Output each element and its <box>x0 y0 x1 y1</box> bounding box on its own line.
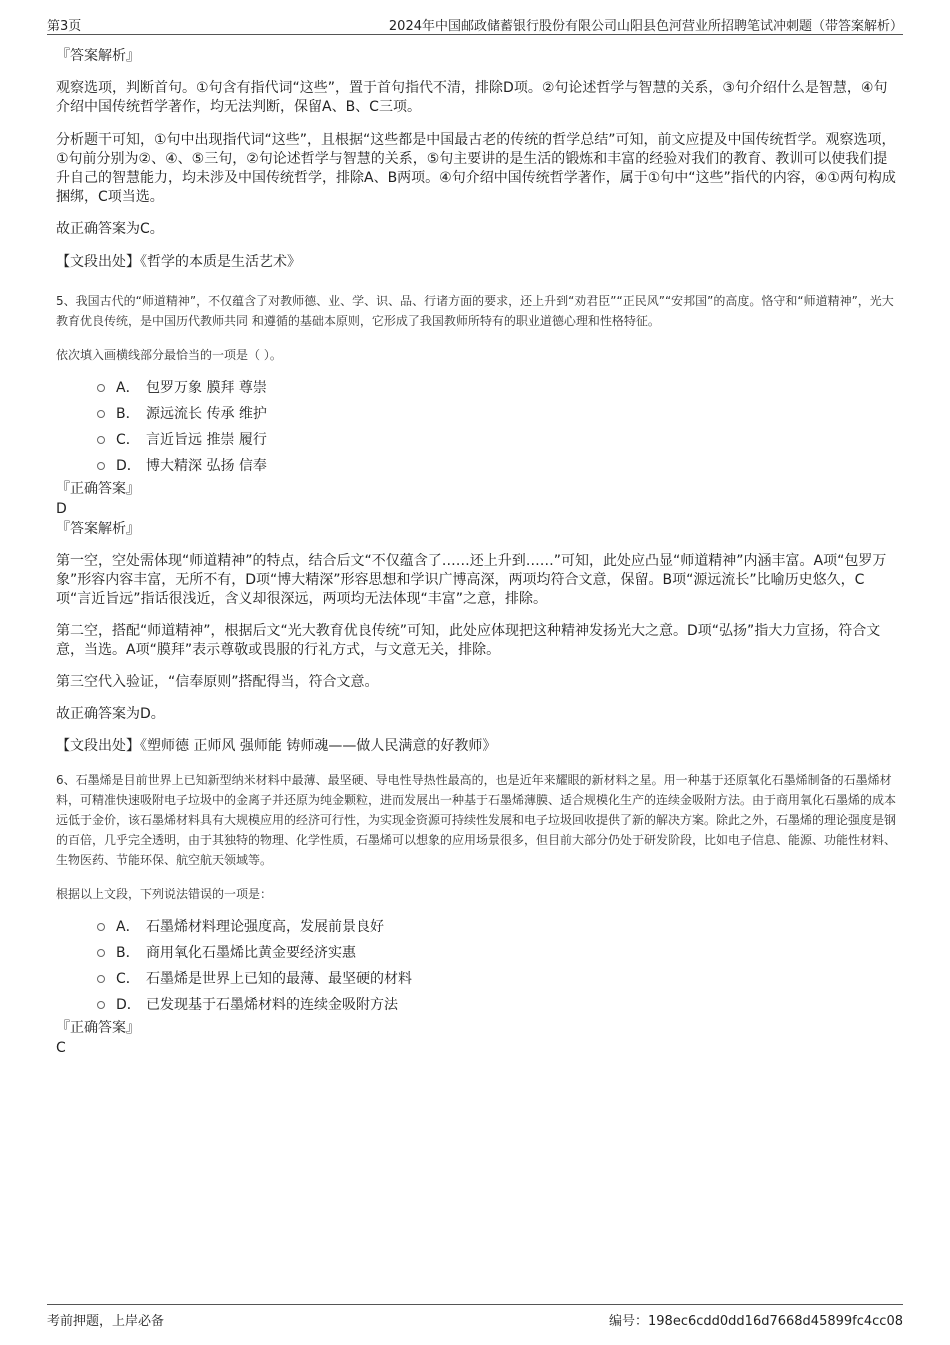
q5-conclusion: 故正确答案为D。 <box>56 706 165 722</box>
document-title: 2024年中国邮政储蓄银行股份有限公司山阳县色河营业所招聘笔试冲刺题（带答案解析） <box>388 19 903 34</box>
q6-options <box>56 914 896 1018</box>
q5-option-a[interactable] <box>56 375 896 401</box>
q6-correct-answer: C <box>56 1040 66 1056</box>
option-text: 言近旨远 推崇 履行 <box>146 432 267 448</box>
radio-icon[interactable] <box>97 462 105 470</box>
q5-prompt: 依次填入画横线部分最恰当的一项是（ ）。 <box>56 348 282 362</box>
option-text: 石墨烯是世界上已知的最薄、最坚硬的材料 <box>146 971 412 987</box>
q5-analysis-para-1: 第一空，空处需体现“师道精神”的特点，结合后文“不仅蕴含了……还上升到……”可知，此处应凸显“师道精神”内涵丰富。A项“包罗万象”形容内容丰富，无所不有，D项“博大精深”形容思想和学识广博高深，两项均符合文意，保留。B项“源远流长”比喻历史悠久，C项“言近旨远”指话很浅近，含义却很深远，两项均无法体现“丰富”之意，排除。 <box>56 553 887 607</box>
option-letter: B． <box>116 945 140 961</box>
q5-option-b[interactable] <box>56 401 896 427</box>
option-text: 包罗万象 膜拜 尊崇 <box>146 380 267 396</box>
page-number: 第3页 <box>47 19 82 34</box>
option-text: 石墨烯材料理论强度高，发展前景良好 <box>146 919 384 935</box>
option-letter: C． <box>116 971 140 987</box>
footer-document-id: 编号：198ec6cdd0dd16d7668d45899fc4cc08 <box>609 1314 903 1329</box>
radio-icon[interactable] <box>97 436 105 444</box>
q4-conclusion: 故正确答案为C。 <box>56 221 164 237</box>
q4-analysis-para-1: 观察选项，判断首句。①句含有指代词“这些”，置于首句指代不清，排除D项。②句论述哲学与智慧的关系，③句介绍什么是智慧，④句介绍中国传统哲学著作，均无法判断，保留A、B、C三项。 <box>56 80 888 115</box>
q6-prompt: 根据以上文段，下列说法错误的一项是： <box>56 887 273 901</box>
q6-option-c[interactable] <box>56 966 896 992</box>
page-header <box>47 14 903 35</box>
q4-source: 【文段出处】《哲学的本质是生活艺术》 <box>56 254 301 270</box>
radio-icon[interactable] <box>97 1001 105 1009</box>
q5-stem: 5、我国古代的“师道精神”，不仅蕴含了对教师德、业、学、识、品、行诸方面的要求，还上升到“劝君臣”“正民风”“安邦国”的高度。恪守和“师道精神”，光大教育优良传统，是中国历代教师共同 和遵循的基础本原则，它形成了我国教师所特有的职业道德心理和性格特征。 <box>56 294 894 328</box>
q6-option-d[interactable] <box>56 992 896 1018</box>
option-text: 源远流长 传承 维护 <box>146 406 267 422</box>
option-text: 商用氧化石墨烯比黄金要经济实惠 <box>146 945 356 961</box>
option-text: 博大精深 弘扬 信奉 <box>146 458 267 474</box>
radio-icon[interactable] <box>97 949 105 957</box>
radio-icon[interactable] <box>97 384 105 392</box>
q6-option-b[interactable] <box>56 940 896 966</box>
option-letter: A． <box>116 919 140 935</box>
q5-analysis-para-2: 第二空，搭配“师道精神”，根据后文“光大教育优良传统”可知，此处应体现把这种精神发扬光大之意。D项“弘扬”指大力宣扬，符合文意，当选。A项“膜拜”表示尊敬或畏服的行礼方式，与文意无关，排除。 <box>56 623 881 658</box>
q6-option-a[interactable] <box>56 914 896 940</box>
option-letter: C． <box>116 432 140 448</box>
q5-correct-answer: D <box>56 501 67 517</box>
q5-correct-label: 『正确答案』 <box>56 481 140 497</box>
q4-analysis-para-2: 分析题干可知，①句中出现指代词“这些”，且根据“这些都是中国最古老的传统的哲学总结”可知，前文应提及中国传统哲学。观察选项，①句前分别为②、④、⑤三句，②句论述哲学与智慧的关系，⑤句主要讲的是生活的锻炼和丰富的经验对我们的教育、教训可以使我们提升自己的智慧能力，均未涉及中国传统哲学，排除A、B两项。④句介绍中国传统哲学著作，属于①句中“这些”指代的内容，④①两句构成捆绑，C项当选。 <box>56 132 896 205</box>
q5-analysis-para-3: 第三空代入验证，“信奉原则”搭配得当，符合文意。 <box>56 674 379 690</box>
q5-analysis-label: 『答案解析』 <box>56 521 140 537</box>
radio-icon[interactable] <box>97 410 105 418</box>
q5-options <box>56 375 896 479</box>
option-letter: D． <box>116 458 141 474</box>
option-letter: D． <box>116 997 141 1013</box>
q6-correct-label: 『正确答案』 <box>56 1020 140 1036</box>
q5-option-c[interactable] <box>56 427 896 453</box>
page-footer <box>47 1304 903 1329</box>
q4-analysis-label: 『答案解析』 <box>56 48 140 64</box>
page-content <box>56 46 896 1058</box>
footer-slogan: 考前押题，上岸必备 <box>47 1314 165 1329</box>
q6-stem: 6、石墨烯是目前世界上已知新型纳米材料中最薄、最坚硬、导电性导热性最高的，也是近年来耀眼的新材料之星。用一种基于还原氧化石墨烯制备的石墨烯材料，可精准快速吸附电子垃圾中的金离子并还原为纯金颗粒，进而发展出一种基于石墨烯薄膜、适合规模化生产的连续金吸附方法。由于商用氧化石墨烯的成本远低于金价，该石墨烯材料具有大规模应用的经济可行性，为实现金资源可持续性发展和电子垃圾回收提供了新的解决方案。除此之外，石墨烯的理论强度是钢的百倍，几乎完全透明，由于其独特的物理、化学性质，石墨烯可以想象的应用场景很多，但目前大部分仍处于研发阶段，比如电子信息、能源、功能性材料、生物医药、节能环保、航空航天领域等。 <box>56 773 897 867</box>
q5-source: 【文段出处】《塑师德 正师风 强师能 铸师魂——做人民满意的好教师》 <box>56 738 497 754</box>
radio-icon[interactable] <box>97 975 105 983</box>
option-letter: B． <box>116 406 140 422</box>
radio-icon[interactable] <box>97 923 105 931</box>
option-letter: A． <box>116 380 140 396</box>
q5-option-d[interactable] <box>56 453 896 479</box>
option-text: 已发现基于石墨烯材料的连续金吸附方法 <box>146 997 398 1013</box>
